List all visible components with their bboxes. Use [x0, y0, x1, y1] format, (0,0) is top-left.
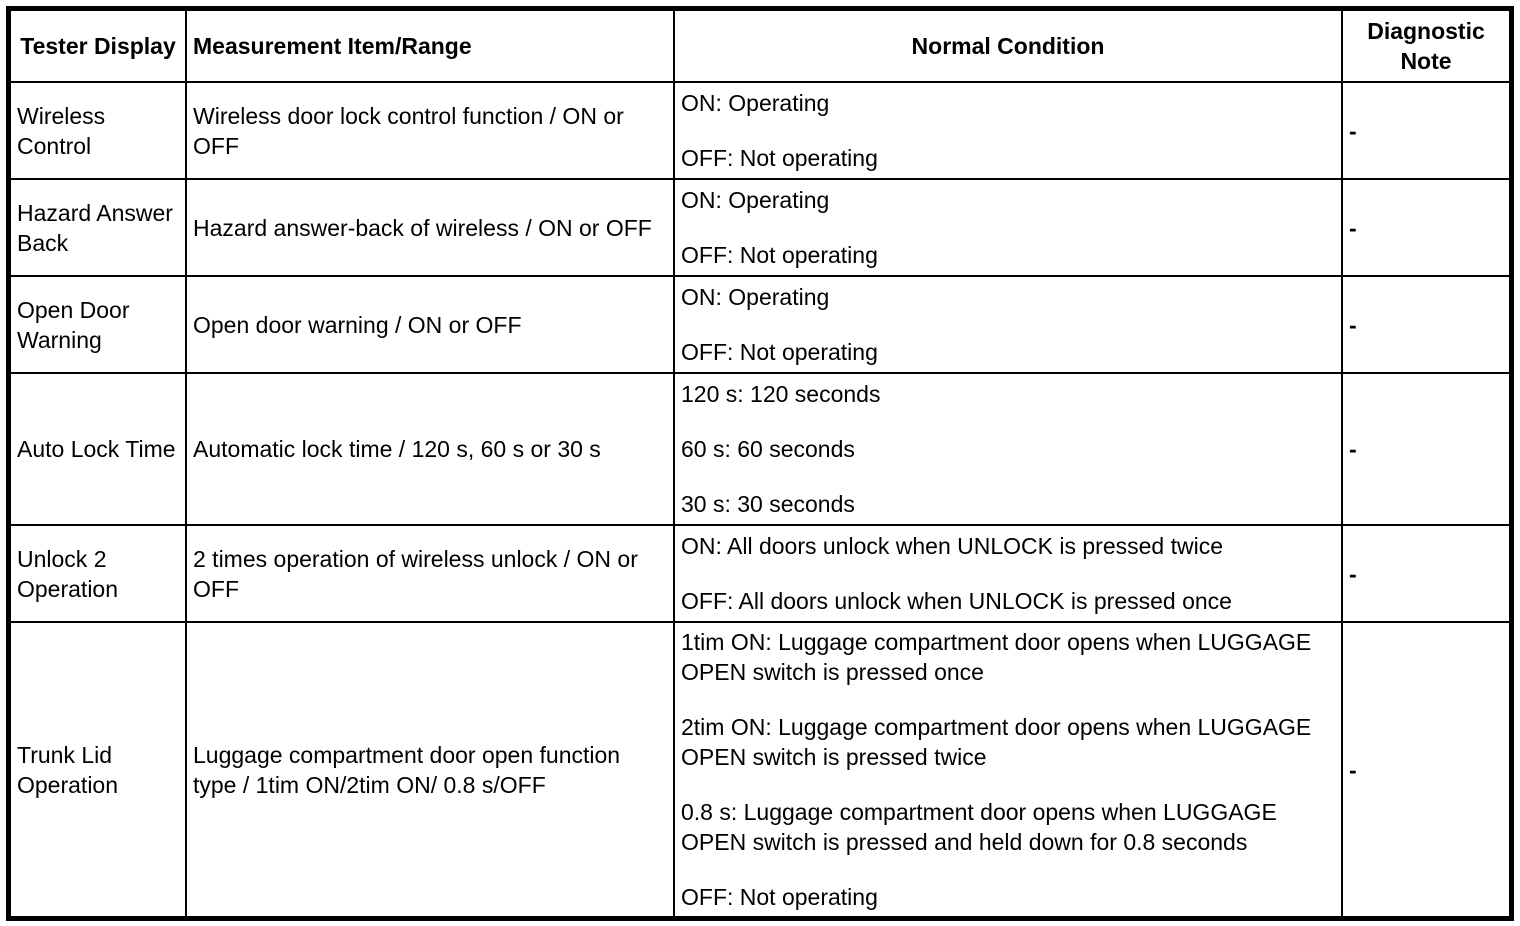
condition-line: OFF: Not operating — [681, 884, 878, 910]
condition-line: ON: Operating — [681, 187, 830, 213]
tester-display-cell: Open Door Warning — [10, 276, 186, 373]
header-row — [10, 10, 1510, 82]
measurement-cell: Wireless door lock control function / ON or OFF — [186, 82, 674, 179]
measurement-cell: 2 times operation of wireless unlock / ON or OFF — [186, 525, 674, 622]
condition-line: OFF: Not operating — [681, 339, 878, 365]
condition-line: 120 s: 120 seconds — [681, 381, 881, 407]
diagnostic-note-cell: - — [1342, 179, 1510, 276]
table-row — [10, 276, 1510, 373]
condition-line: 60 s: 60 seconds — [681, 436, 855, 462]
table-row — [10, 525, 1510, 622]
table-row — [10, 373, 1510, 525]
header-normal-condition: Normal Condition — [674, 10, 1342, 82]
diagnostic-note-cell: - — [1342, 373, 1510, 525]
header-measurement-item: Measurement Item/Range — [186, 10, 674, 82]
table-row — [10, 82, 1510, 179]
normal-condition-cell — [674, 179, 1342, 276]
tester-display-cell: Auto Lock Time — [10, 373, 186, 525]
tester-display-cell: Wireless Control — [10, 82, 186, 179]
condition-line: 30 s: 30 seconds — [681, 491, 855, 517]
normal-condition-cell — [674, 276, 1342, 373]
normal-condition-cell — [674, 373, 1342, 525]
condition-line: OFF: Not operating — [681, 242, 878, 268]
tester-display-cell: Hazard Answer Back — [10, 179, 186, 276]
condition-line: ON: All doors unlock when UNLOCK is pressed twice — [681, 533, 1223, 559]
normal-condition-cell — [674, 525, 1342, 622]
measurement-cell: Automatic lock time / 120 s, 60 s or 30 s — [186, 373, 674, 525]
diagnostic-note-cell: - — [1342, 276, 1510, 373]
condition-line: ON: Operating — [681, 284, 830, 310]
condition-line: 2tim ON: Luggage compartment door opens when LUGGAGE OPEN switch is pressed twice — [681, 714, 1312, 770]
normal-condition-cell — [674, 622, 1342, 917]
condition-line: OFF: Not operating — [681, 145, 878, 171]
measurement-cell: Luggage compartment door open function type / 1tim ON/2tim ON/ 0.8 s/OFF — [186, 622, 674, 917]
condition-line: OFF: All doors unlock when UNLOCK is pressed once — [681, 588, 1232, 614]
diagnostic-note-cell: - — [1342, 525, 1510, 622]
tester-display-cell: Trunk Lid Operation — [10, 622, 186, 917]
tester-display-cell: Unlock 2 Operation — [10, 525, 186, 622]
table-row — [10, 622, 1510, 917]
condition-line: 1tim ON: Luggage compartment door opens when LUGGAGE OPEN switch is pressed once — [681, 629, 1312, 685]
data-list-sheet — [6, 6, 1506, 926]
table-row — [10, 179, 1510, 276]
normal-condition-cell — [674, 82, 1342, 179]
condition-line: 0.8 s: Luggage compartment door opens when LUGGAGE OPEN switch is pressed and held down for 0.8 seconds — [681, 799, 1277, 855]
diagnostic-note-cell: - — [1342, 82, 1510, 179]
measurement-cell: Hazard answer-back of wireless / ON or OFF — [186, 179, 674, 276]
table-frame — [6, 6, 1514, 921]
data-list-table — [9, 9, 1511, 918]
diagnostic-note-cell: - — [1342, 622, 1510, 917]
header-diagnostic-note: Diagnostic Note — [1342, 10, 1510, 82]
measurement-cell: Open door warning / ON or OFF — [186, 276, 674, 373]
condition-line: ON: Operating — [681, 90, 830, 116]
header-tester-display: Tester Display — [10, 10, 186, 82]
